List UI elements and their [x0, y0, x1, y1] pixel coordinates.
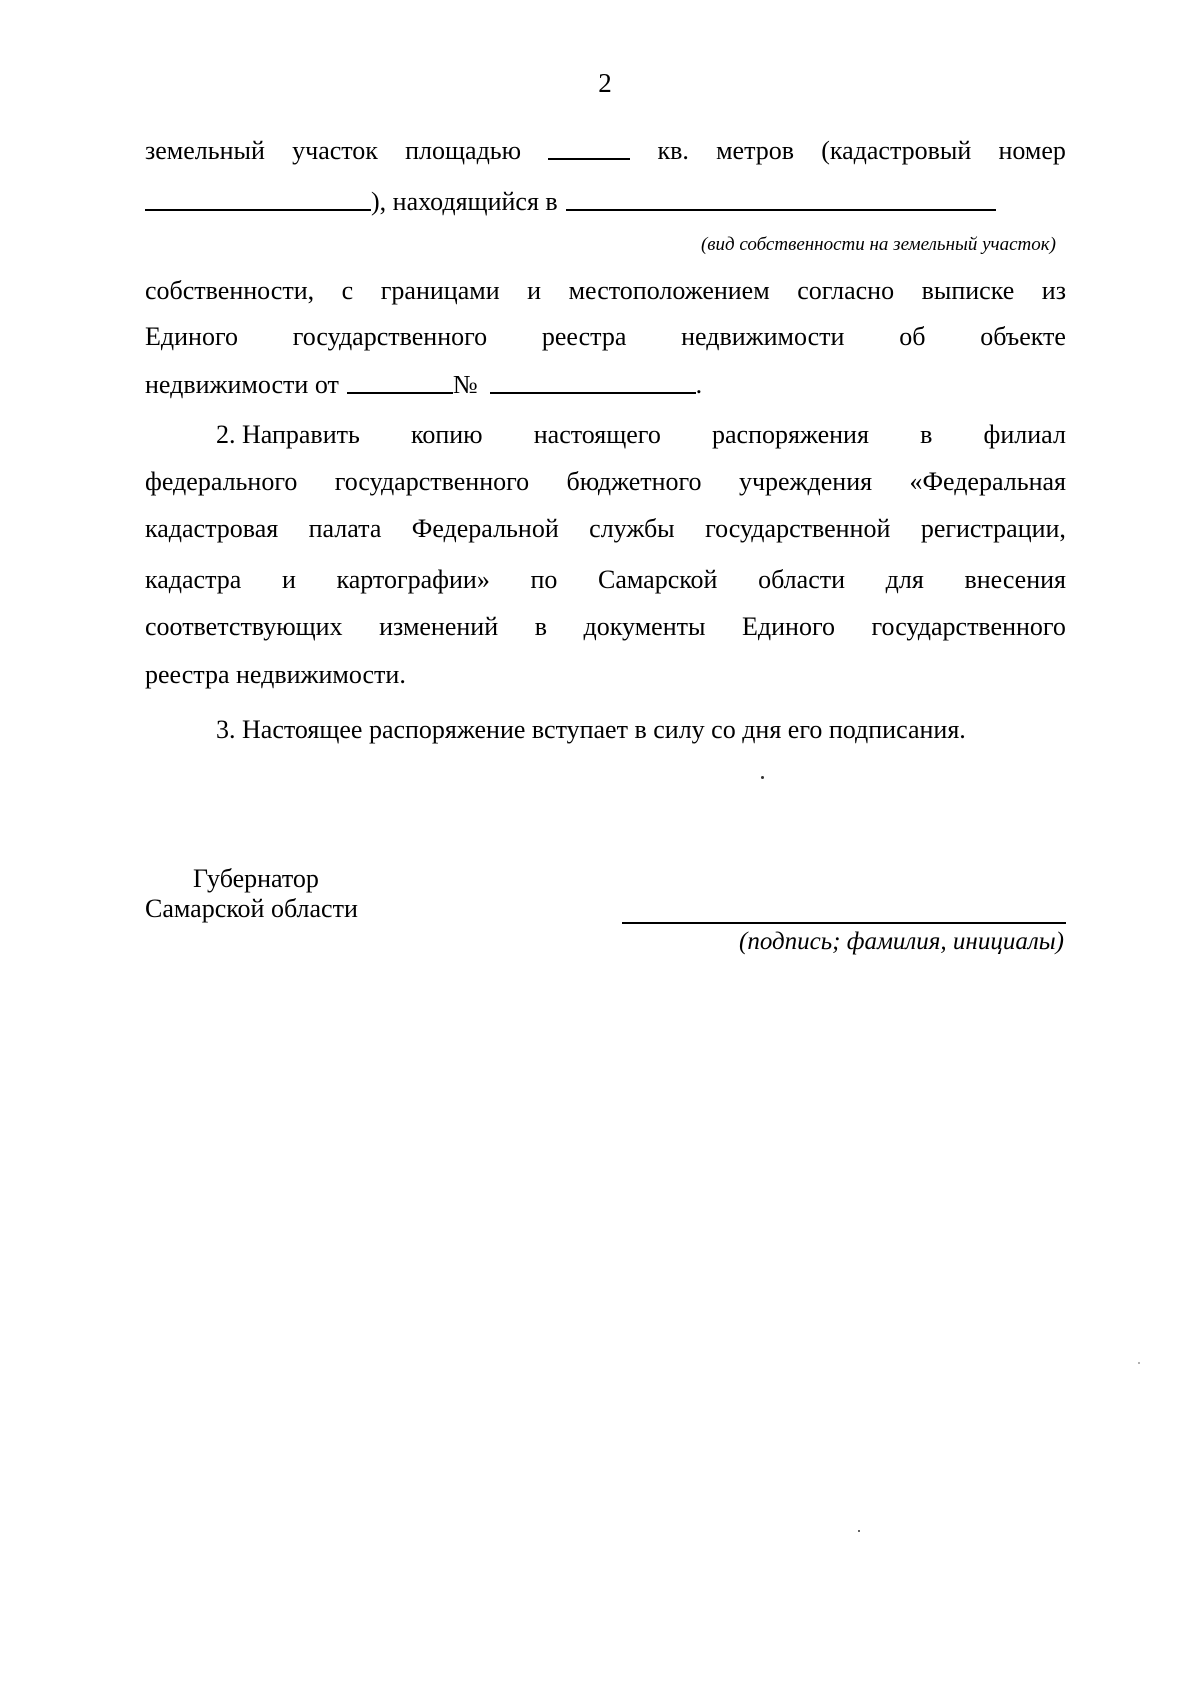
p1-line-3 — [145, 276, 1066, 306]
p1-line-1 — [145, 136, 1066, 166]
p2-line-2 — [145, 467, 1066, 497]
p2-line-5 — [145, 612, 1066, 642]
ownership-type-blank — [566, 187, 996, 211]
signature-line — [622, 922, 1066, 924]
word: объекте — [980, 322, 1066, 351]
word: кадастровая — [145, 514, 279, 543]
word: земельный — [145, 136, 265, 165]
scan-speck — [858, 1530, 860, 1532]
word: соответствующих — [145, 612, 343, 641]
word: собственности, — [145, 276, 315, 305]
word: палата — [308, 514, 382, 543]
word: и — [527, 276, 542, 305]
word: бюджетного — [566, 467, 702, 496]
word: по — [530, 565, 558, 594]
extract-date-blank — [347, 370, 453, 394]
word: выписке — [921, 276, 1015, 305]
word: об — [899, 322, 926, 351]
word: местоположением — [568, 276, 770, 305]
word: недвижимости — [681, 322, 845, 351]
word: федерального — [145, 467, 298, 496]
word: кадастра — [145, 565, 242, 594]
word: картографии» — [336, 565, 490, 594]
word: регистрации, — [920, 514, 1066, 543]
word: кв. — [657, 136, 689, 165]
cadastral-number-blank — [145, 187, 371, 211]
word: учреждения — [738, 467, 873, 496]
p2-line-1 — [216, 420, 1066, 450]
p2-line-3 — [145, 514, 1066, 544]
word: из — [1041, 276, 1066, 305]
word: согласно — [797, 276, 895, 305]
page-number: 2 — [598, 68, 612, 98]
word: Единого — [145, 322, 238, 351]
word: документы — [583, 612, 706, 641]
p3-line-1 — [216, 715, 1066, 745]
p2-line-4 — [145, 565, 1066, 595]
p2-line-6 — [145, 660, 1066, 690]
located-in-text: ), находящийся в — [371, 187, 558, 216]
word: области — [758, 565, 846, 594]
paragraph2-last-line: реестра недвижимости. — [145, 660, 406, 689]
word: филиал — [983, 420, 1066, 449]
word: изменений — [379, 612, 499, 641]
word: Федеральной — [411, 514, 559, 543]
scan-speck — [761, 776, 764, 779]
word: государственного — [292, 322, 488, 351]
word: 2. Направить — [216, 420, 360, 449]
period: . — [695, 370, 703, 399]
signature-hint: (подпись; фамилия, инициалы) — [739, 928, 1064, 955]
word: службы — [589, 514, 675, 543]
signatory-title-line2: Самарской области — [145, 894, 358, 923]
extract-number-blank — [490, 370, 696, 394]
word: номер — [998, 136, 1066, 165]
scan-speck — [1138, 1362, 1140, 1364]
number-sign: № — [452, 370, 478, 399]
word: и — [281, 565, 296, 594]
word: настоящего — [533, 420, 661, 449]
p1-line-4 — [145, 322, 1066, 352]
word: для — [885, 565, 924, 594]
p1-line-5 — [145, 370, 1066, 400]
word: государственного — [871, 612, 1066, 641]
word: распоряжения — [712, 420, 869, 449]
word: в — [534, 612, 547, 641]
area-blank — [548, 136, 630, 160]
word: (кадастровый — [821, 136, 972, 165]
p1-line-2 — [145, 187, 1066, 217]
word: реестра — [541, 322, 627, 351]
word: участок — [292, 136, 378, 165]
ownership-type-hint: (вид собственности на земельный участок) — [700, 234, 1056, 255]
word: Самарской — [598, 565, 718, 594]
word: копию — [411, 420, 483, 449]
word: с — [341, 276, 354, 305]
word: государственного — [334, 467, 530, 496]
word: «Федеральная — [909, 467, 1066, 496]
word: Единого — [742, 612, 835, 641]
paragraph3-text: 3. Настоящее распоряжение вступает в силу со дня его подписания. — [216, 715, 966, 744]
word: границами — [380, 276, 500, 305]
word: внесения — [964, 565, 1066, 594]
signatory-title-line1: Губернатор — [193, 864, 319, 893]
word: государственной — [705, 514, 891, 543]
word: площадью — [405, 136, 522, 165]
word: метров — [716, 136, 795, 165]
extract-date-label: недвижимости от — [145, 370, 339, 399]
word: в — [920, 420, 933, 449]
